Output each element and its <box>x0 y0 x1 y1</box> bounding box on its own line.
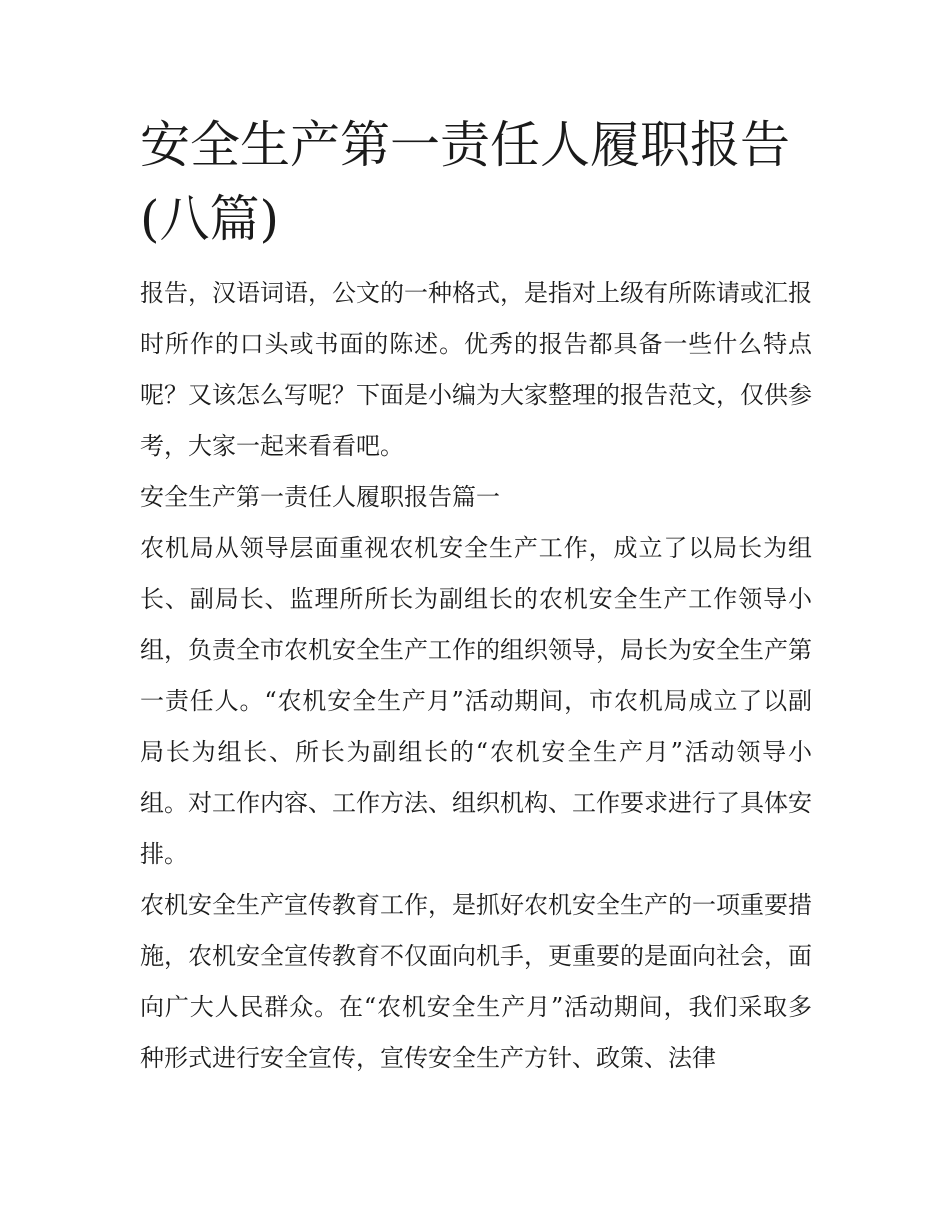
body-paragraph: 农机安全生产宣传教育工作，是抓好农机安全生产的一项重要措施，农机安全宣传教育不仅面向机手，更重要的是面向社会，面向广大人民群众。在“农机安全生产月”活动期间，我们采取多种形式进行安全宣传，宣传安全生产方针、政策、法律 <box>140 891 812 1072</box>
document-body <box>140 108 812 1084</box>
intro-paragraph: 报告，汉语词语，公文的一种格式，是指对上级有所陈请或汇报时所作的口头或书面的陈述。优秀的报告都具备一些什么特点呢？又该怎么写呢？下面是小编为大家整理的报告范文，仅供参考，大家一起来看看吧。 <box>140 279 812 460</box>
section-heading: 安全生产第一责任人履职报告篇一 <box>140 483 500 511</box>
body-paragraph: 农机局从领导层面重视农机安全生产工作，成立了以局长为组长、副局长、监理所所长为副组长的农机安全生产工作领导小组，负责全市农机安全生产工作的组织领导，局长为安全生产第一责任人。“农机安全生产月”活动期间，市农机局成立了以副局长为组长、所长为副组长的“农机安全生产月”活动领导小组。对工作内容、工作方法、组织机构、工作要求进行了具体安排。 <box>140 534 812 868</box>
document-title: 安全生产第一责任人履职报告(八篇) <box>140 116 790 248</box>
